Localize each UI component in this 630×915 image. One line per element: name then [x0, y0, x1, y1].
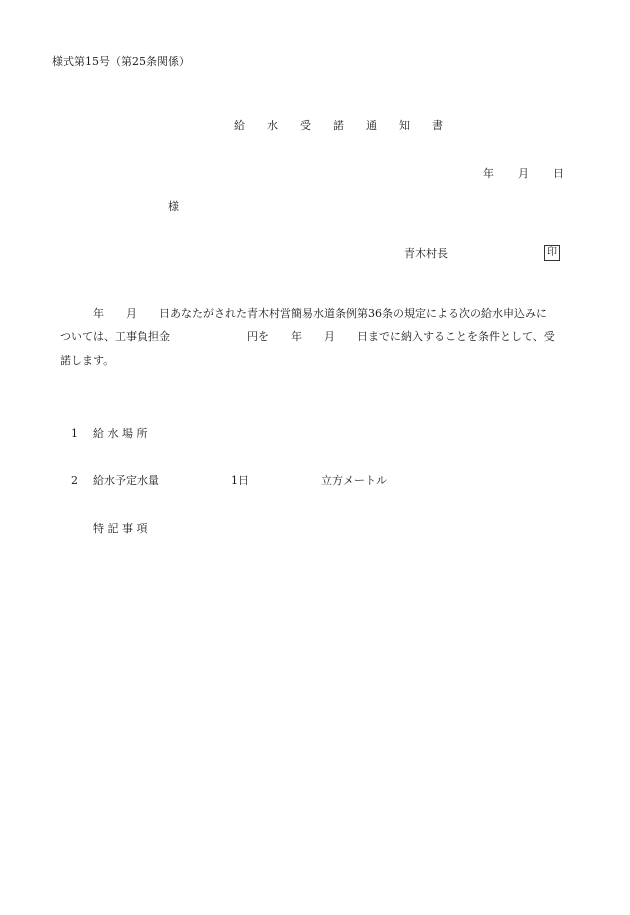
- item-label: 給水予定水量: [93, 474, 159, 487]
- item-label: 特 記 事 項: [93, 522, 148, 535]
- item-supply-location: [64, 413, 148, 441]
- date-year: 年: [483, 167, 494, 180]
- seal-mark: 印: [544, 245, 560, 261]
- body-text-line: 諾します。: [60, 354, 115, 367]
- issuer-name: 青木村長: [404, 247, 448, 260]
- title-char: 受: [300, 119, 311, 132]
- title-char: 水: [267, 119, 278, 132]
- item-planned-volume: [64, 460, 387, 488]
- title-char: 通: [366, 119, 377, 132]
- title-char: 給: [234, 119, 245, 132]
- quantity-per-day: 1日: [231, 474, 249, 487]
- item-number: 1: [71, 427, 78, 440]
- title-char: 書: [432, 119, 443, 132]
- quantity-unit: 立方メートル: [321, 474, 387, 487]
- body-text-line: ついては、工事負担金 円を 年 月 日までに納入することを条件として、受: [60, 330, 555, 343]
- form-number: 様式第15号（第25条関係）: [52, 55, 190, 68]
- date-day: 日: [553, 167, 564, 180]
- date-line: [476, 153, 564, 181]
- title-char: 知: [399, 119, 410, 132]
- title-char: 諾: [333, 119, 344, 132]
- item-label: 給 水 場 所: [93, 427, 148, 440]
- item-number: 2: [71, 474, 78, 487]
- document-title: [227, 105, 443, 133]
- addressee-honorific: 様: [168, 200, 179, 213]
- date-month: 月: [518, 167, 529, 180]
- item-special-notes: [64, 508, 148, 536]
- body-text-line: 年 月 日あなたがされた青木村営簡易水道条例第36条の規定による次の給水申込みに: [60, 307, 547, 320]
